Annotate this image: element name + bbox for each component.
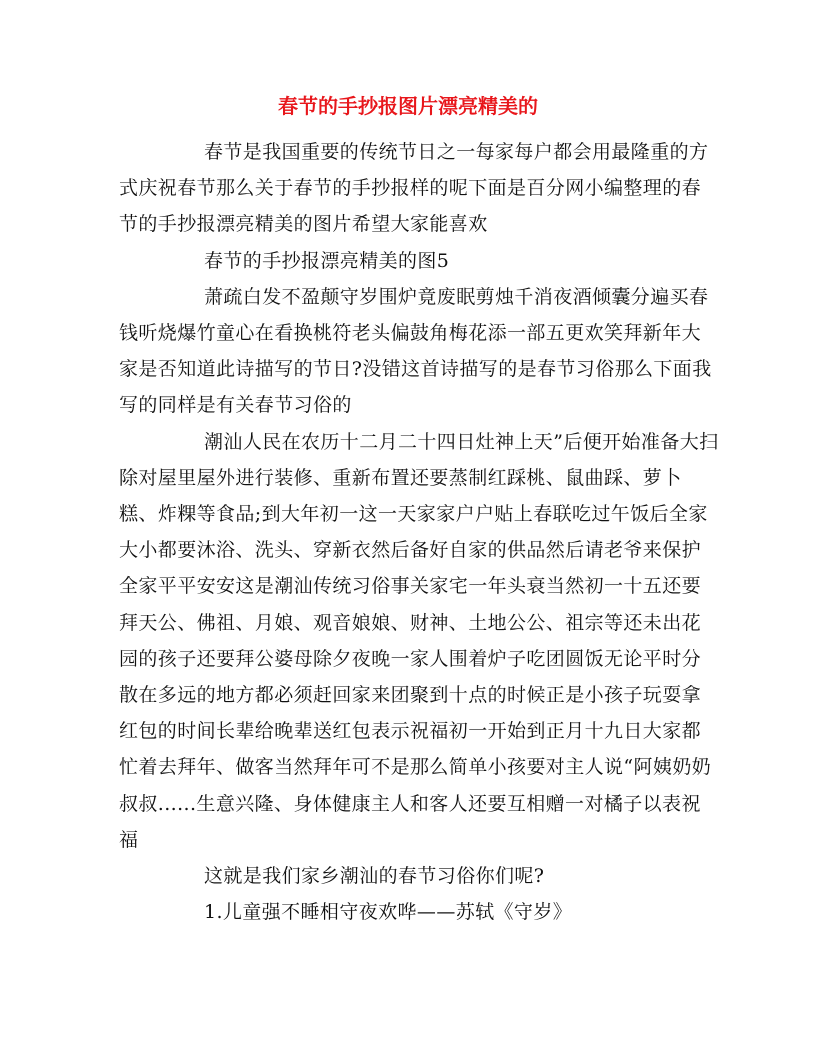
document-title: 春节的手抄报图片漂亮精美的 [278, 94, 538, 118]
quote-line: 1.儿童强不睡相守夜欢哗——苏轼《守岁》 [204, 901, 573, 924]
intro-paragraph: 春节是我国重要的传统节日之一每家每户都会用最隆重的方式庆祝春节那么关于春节的手抄报样的呢下面是百分网小编整理的春节的手抄报漂亮精美的图片希望大家能喜欢 [119, 141, 709, 236]
closing-question: 这就是我们家乡潮汕的春节习俗你们呢? [204, 865, 545, 888]
image-caption: 春节的手抄报漂亮精美的图5 [204, 249, 450, 272]
customs-paragraph: 潮汕人民在农历十二月二十四日灶神上天”后便开始准备大扫除对屋里屋外进行装修、重新布置还要蒸制红踩桃、鼠曲踩、萝卜糕、炸粿等食品;到大年初一这一天家家户户贴上春联吃过午饭后全家大小都要沐浴、洗头、穿新衣然后备好自家的供品然后请老爷来保护全家平平安安这是潮汕传统习俗事关家宅一年头衰当然初一十五还要拜天公、佛祖、月娘、观音娘娘、财神、土地公公、祖宗等还未出花园的孩子还要拜公婆母除夕夜晚一家人围着炉子吃团圆饭无论平时分散在多远的地方都必须赶回家来团聚到十点的时候正是小孩子玩耍拿红包的时间长辈给晚辈送红包表示祝福初一开始到正月十九日大家都忙着去拜年、做客当然拜年可不是那么简单小孩要对主人说“阿姨奶奶叔叔......生意兴隆、身体健康主人和客人还要互相赠一对橘子以表祝福 [119, 430, 719, 851]
document-body [119, 134, 719, 930]
poem-paragraph: 萧疏白发不盈颠守岁围炉竟废眠剪烛千消夜酒倾囊分遍买春钱听烧爆竹童心在看换桃符老头偏鼓角梅花添一部五更欢笑拜新年大家是否知道此诗描写的节日?没错这首诗描写的是春节习俗那么下面我写的同样是有关春节习俗的 [119, 285, 712, 417]
